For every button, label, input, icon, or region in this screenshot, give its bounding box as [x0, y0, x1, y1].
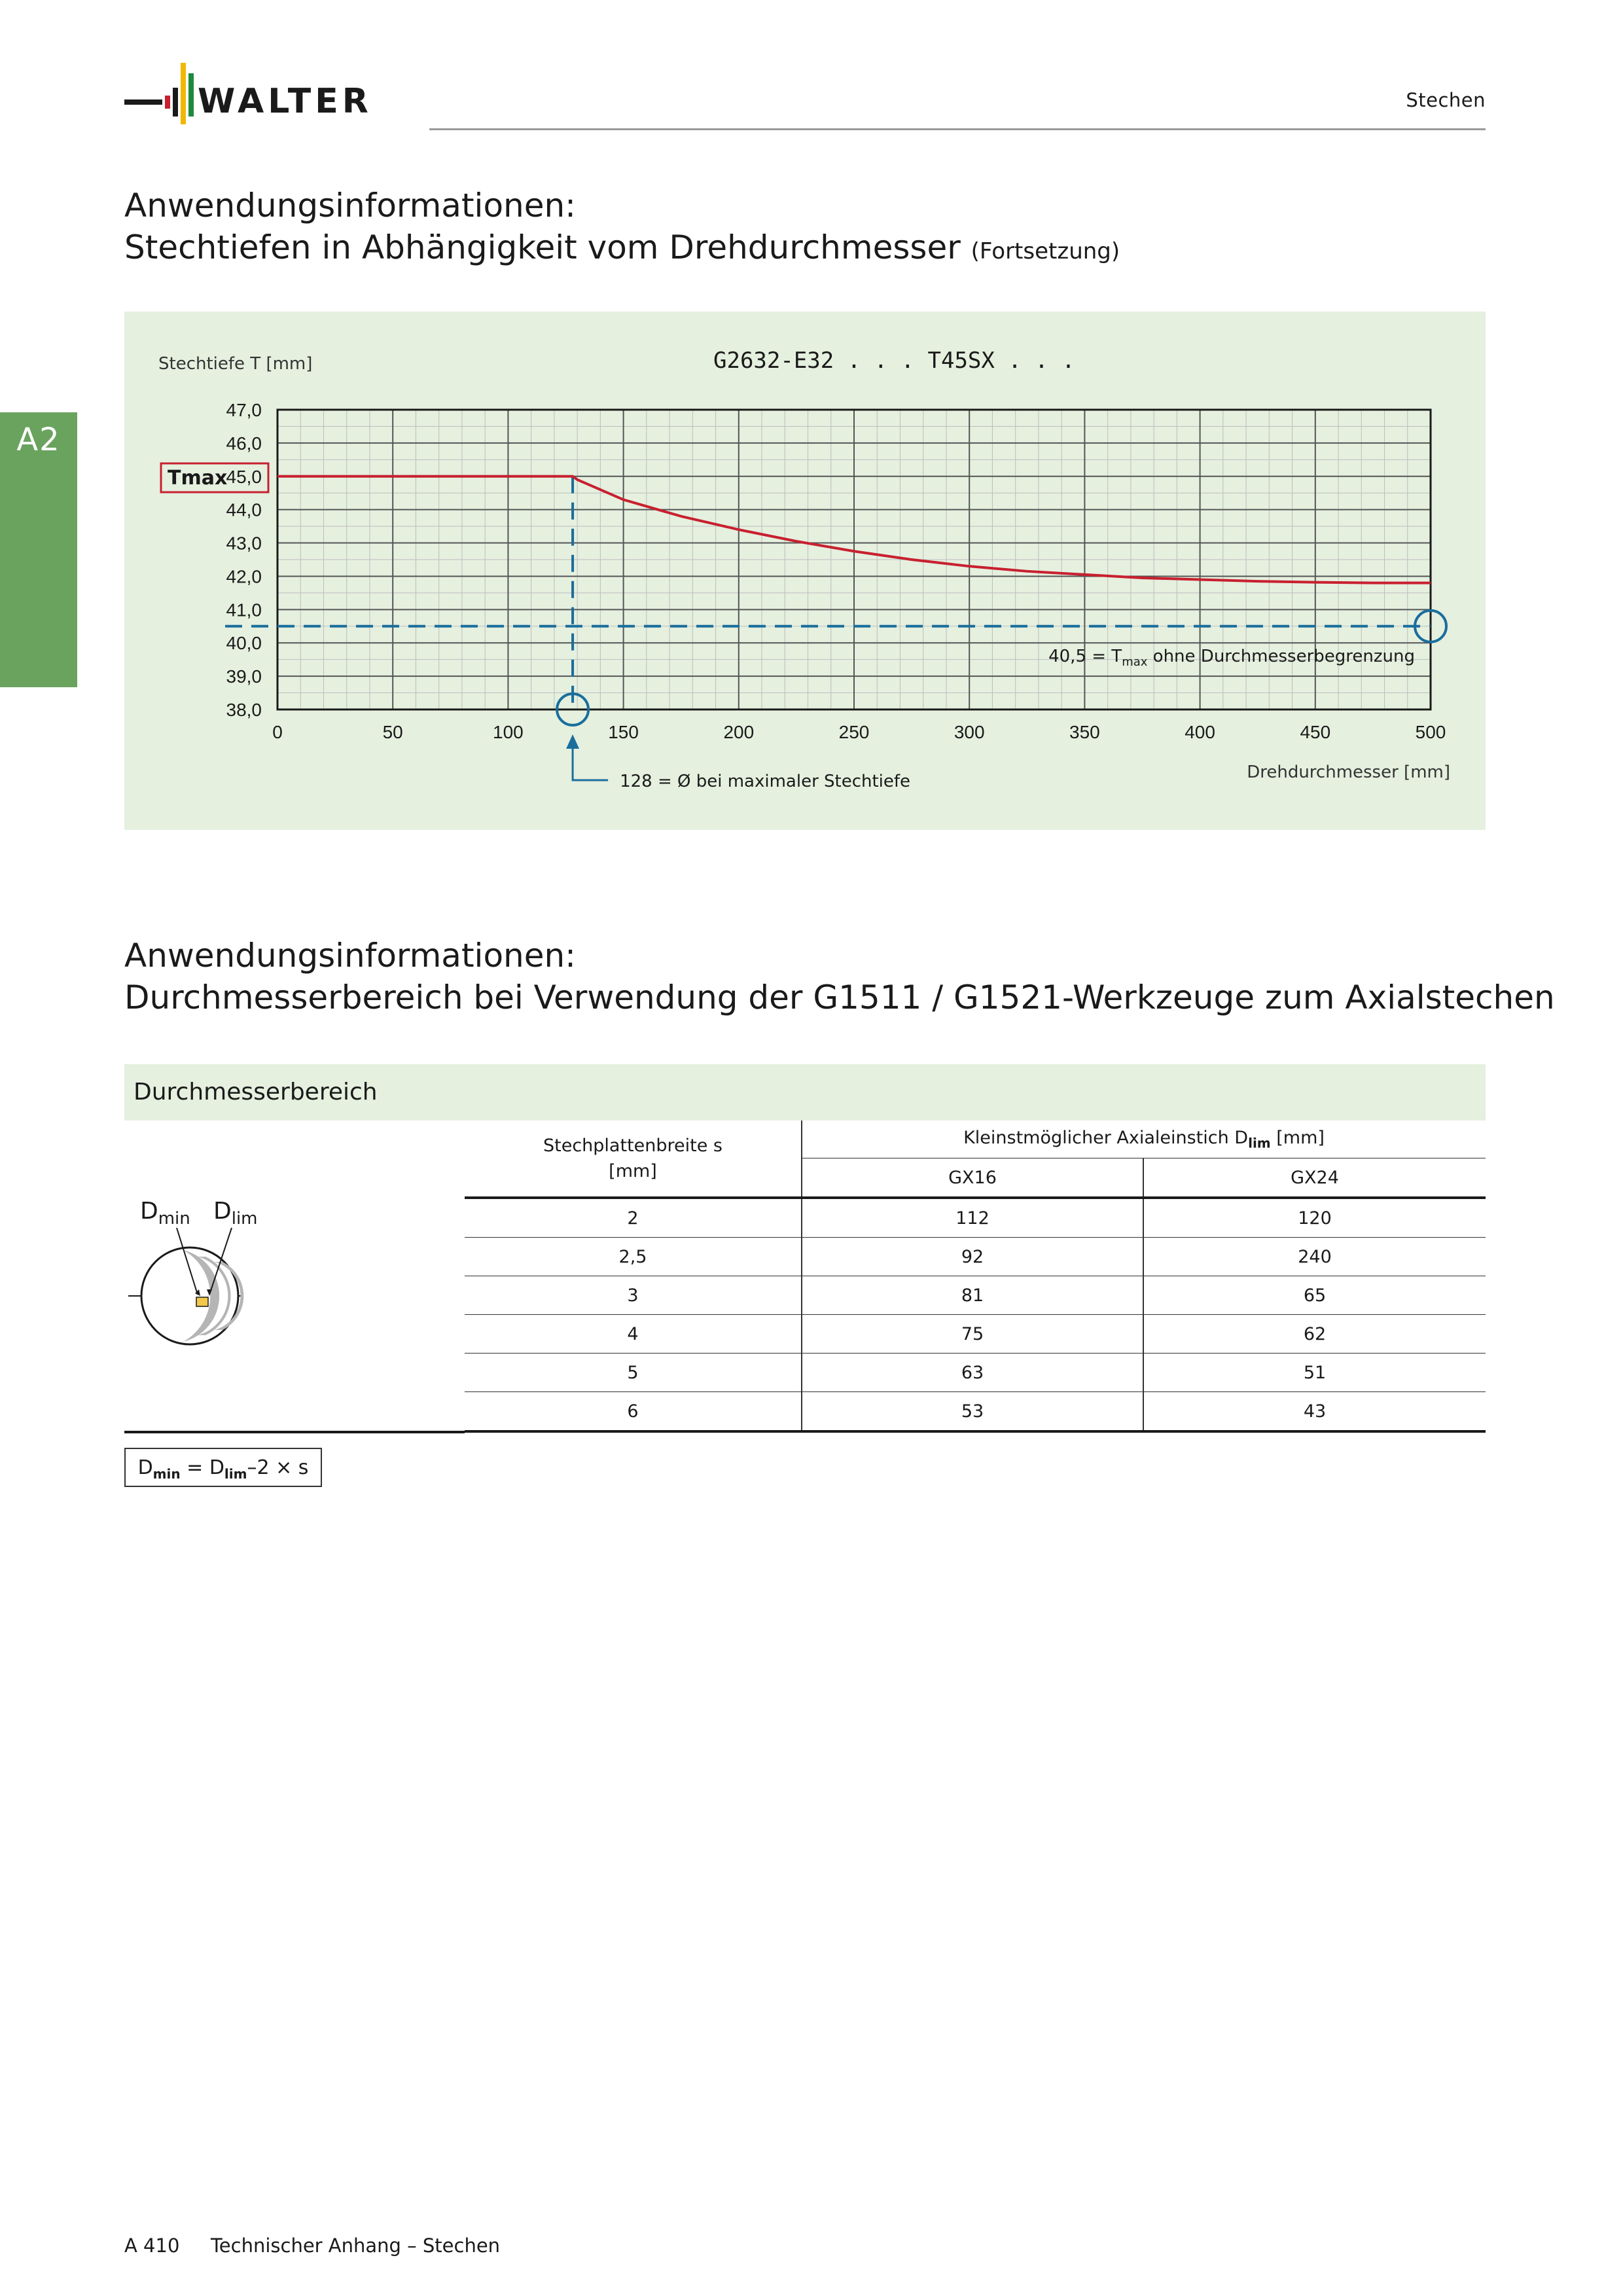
y-axis-label: Stechtiefe T [mm]: [158, 354, 313, 374]
formula-a-sub: min: [152, 1466, 181, 1482]
heading1-suffix: (Fortsetzung): [971, 238, 1120, 264]
cell-width: 4: [465, 1315, 802, 1354]
table-row: [465, 1276, 1486, 1315]
heading1-line2: [124, 226, 1120, 272]
dmin-sub: min: [158, 1209, 190, 1229]
x-tick-label: 200: [723, 722, 755, 742]
x-tick-label: 450: [1300, 722, 1331, 742]
x-axis-label: Drehdurchmesser [mm]: [1247, 762, 1450, 782]
y-tick-labels: [226, 400, 262, 720]
cell-gx24: 43: [1143, 1392, 1486, 1432]
x-tick-label: 50: [382, 722, 403, 742]
cell-gx16: 75: [802, 1315, 1143, 1354]
formula-rest: –2 × s: [247, 1456, 309, 1479]
x-tick-labels: [272, 722, 1446, 742]
y-tick-label: 43,0: [226, 533, 262, 554]
diameter-leader-line: [573, 747, 608, 780]
table-band-label: Durchmesserbereich: [134, 1079, 378, 1105]
x-tick-label: 400: [1185, 722, 1215, 742]
h-annot-text-a: 40,5 = T: [1048, 646, 1122, 666]
h-annot-text-b: ohne Durchmesserbegrenzung: [1147, 646, 1415, 666]
h-annot-sub: max: [1122, 655, 1148, 669]
dlim-d: D: [213, 1198, 232, 1225]
table-row: [465, 1238, 1486, 1276]
depth-chart: [124, 312, 1486, 830]
cell-gx24: 65: [1143, 1276, 1486, 1315]
y-tick-label: 46,0: [226, 433, 262, 454]
cell-gx24: 51: [1143, 1354, 1486, 1392]
y-tick-label: 42,0: [226, 566, 262, 587]
group-header-text: Kleinstmöglicher Axialeinstich D: [963, 1128, 1249, 1149]
formula-box: [124, 1448, 322, 1487]
group-header: [802, 1121, 1486, 1158]
max-depth-diameter-annotation: 128 = Ø bei maximaler Stechtiefe: [620, 772, 911, 791]
heading2-line2: Durchmesserbereich bei Verwendung der G1511 / G1521-Werkzeuge zum Axialstechen: [124, 978, 1555, 1016]
y-tick-label: 40,0: [226, 633, 262, 654]
cell-gx16: 112: [802, 1198, 1143, 1238]
tmax-unlimited-annotation: [1048, 647, 1415, 669]
section-label: Stechen: [1406, 89, 1486, 111]
y-tick-label: 47,0: [226, 400, 262, 420]
cell-gx24: 240: [1143, 1238, 1486, 1276]
cell-gx16: 92: [802, 1238, 1143, 1276]
cell-gx16: 81: [802, 1276, 1143, 1315]
header-rule: [429, 128, 1486, 130]
sub-header-gx24: GX24: [1143, 1158, 1486, 1198]
x-tick-label: 500: [1415, 722, 1446, 742]
tmax-label: Tmax: [168, 467, 228, 490]
x-tick-label: 0: [272, 722, 283, 742]
x-tick-label: 300: [954, 722, 985, 742]
heading1-line2-text: Stechtiefen in Abhängigkeit vom Drehdurchmesser: [124, 228, 961, 266]
footer-title: Technischer Anhang – Stechen: [211, 2234, 501, 2257]
col1-header: [465, 1121, 802, 1198]
cell-gx24: 62: [1143, 1315, 1486, 1354]
table-row: [465, 1198, 1486, 1238]
page-number: A 410: [124, 2234, 180, 2257]
col1-header-line2: [mm]: [609, 1161, 657, 1181]
x-tick-label: 250: [838, 722, 870, 742]
table-row: [465, 1392, 1486, 1432]
dmin-label: [140, 1198, 190, 1229]
walter-logo: [124, 60, 399, 132]
cell-gx16: 53: [802, 1392, 1143, 1432]
y-tick-label: 45,0: [226, 466, 262, 487]
formula-eq: = D: [180, 1456, 224, 1479]
y-tick-label: 41,0: [226, 600, 262, 620]
sub-header-gx16: GX16: [802, 1158, 1143, 1198]
y-tick-label: 39,0: [226, 666, 262, 687]
heading1-line1: Anwendungsinformationen:: [124, 187, 577, 224]
axial-groove-diagram: [124, 1198, 301, 1355]
table-row: [465, 1315, 1486, 1354]
cell-gx24: 120: [1143, 1198, 1486, 1238]
formula-b-sub: lim: [224, 1466, 247, 1482]
y-tick-label: 38,0: [226, 700, 262, 720]
y-tick-label: 44,0: [226, 499, 262, 520]
cell-width: 5: [465, 1354, 802, 1392]
diameter-range-table: [465, 1121, 1486, 1433]
chart-title: G2632-E32 . . . T45SX . . .: [713, 348, 1075, 374]
dlim-sub: lim: [231, 1209, 258, 1229]
table-bottom-rule: [124, 1431, 465, 1433]
formula-a: D: [137, 1456, 153, 1479]
arrow-up-icon: [566, 734, 579, 749]
x-tick-label: 350: [1069, 722, 1100, 742]
logo-text: WALTER: [198, 82, 372, 121]
x-tick-label: 150: [608, 722, 639, 742]
col1-header-line1: Stechplattenbreite s: [543, 1136, 722, 1156]
chapter-tab-label: A2: [16, 422, 61, 458]
dmin-d: D: [140, 1198, 158, 1225]
cell-width: 3: [465, 1276, 802, 1315]
x-tick-label: 100: [493, 722, 524, 742]
group-header-sub: lim: [1248, 1135, 1271, 1151]
cell-width: 2,5: [465, 1238, 802, 1276]
group-header-unit: [mm]: [1270, 1128, 1325, 1149]
heading2-line1: Anwendungsinformationen:: [124, 937, 577, 975]
dlim-label: [213, 1198, 258, 1229]
cell-width: 6: [465, 1392, 802, 1432]
table-row: [465, 1354, 1486, 1392]
cell-width: 2: [465, 1198, 802, 1238]
cell-gx16: 63: [802, 1354, 1143, 1392]
